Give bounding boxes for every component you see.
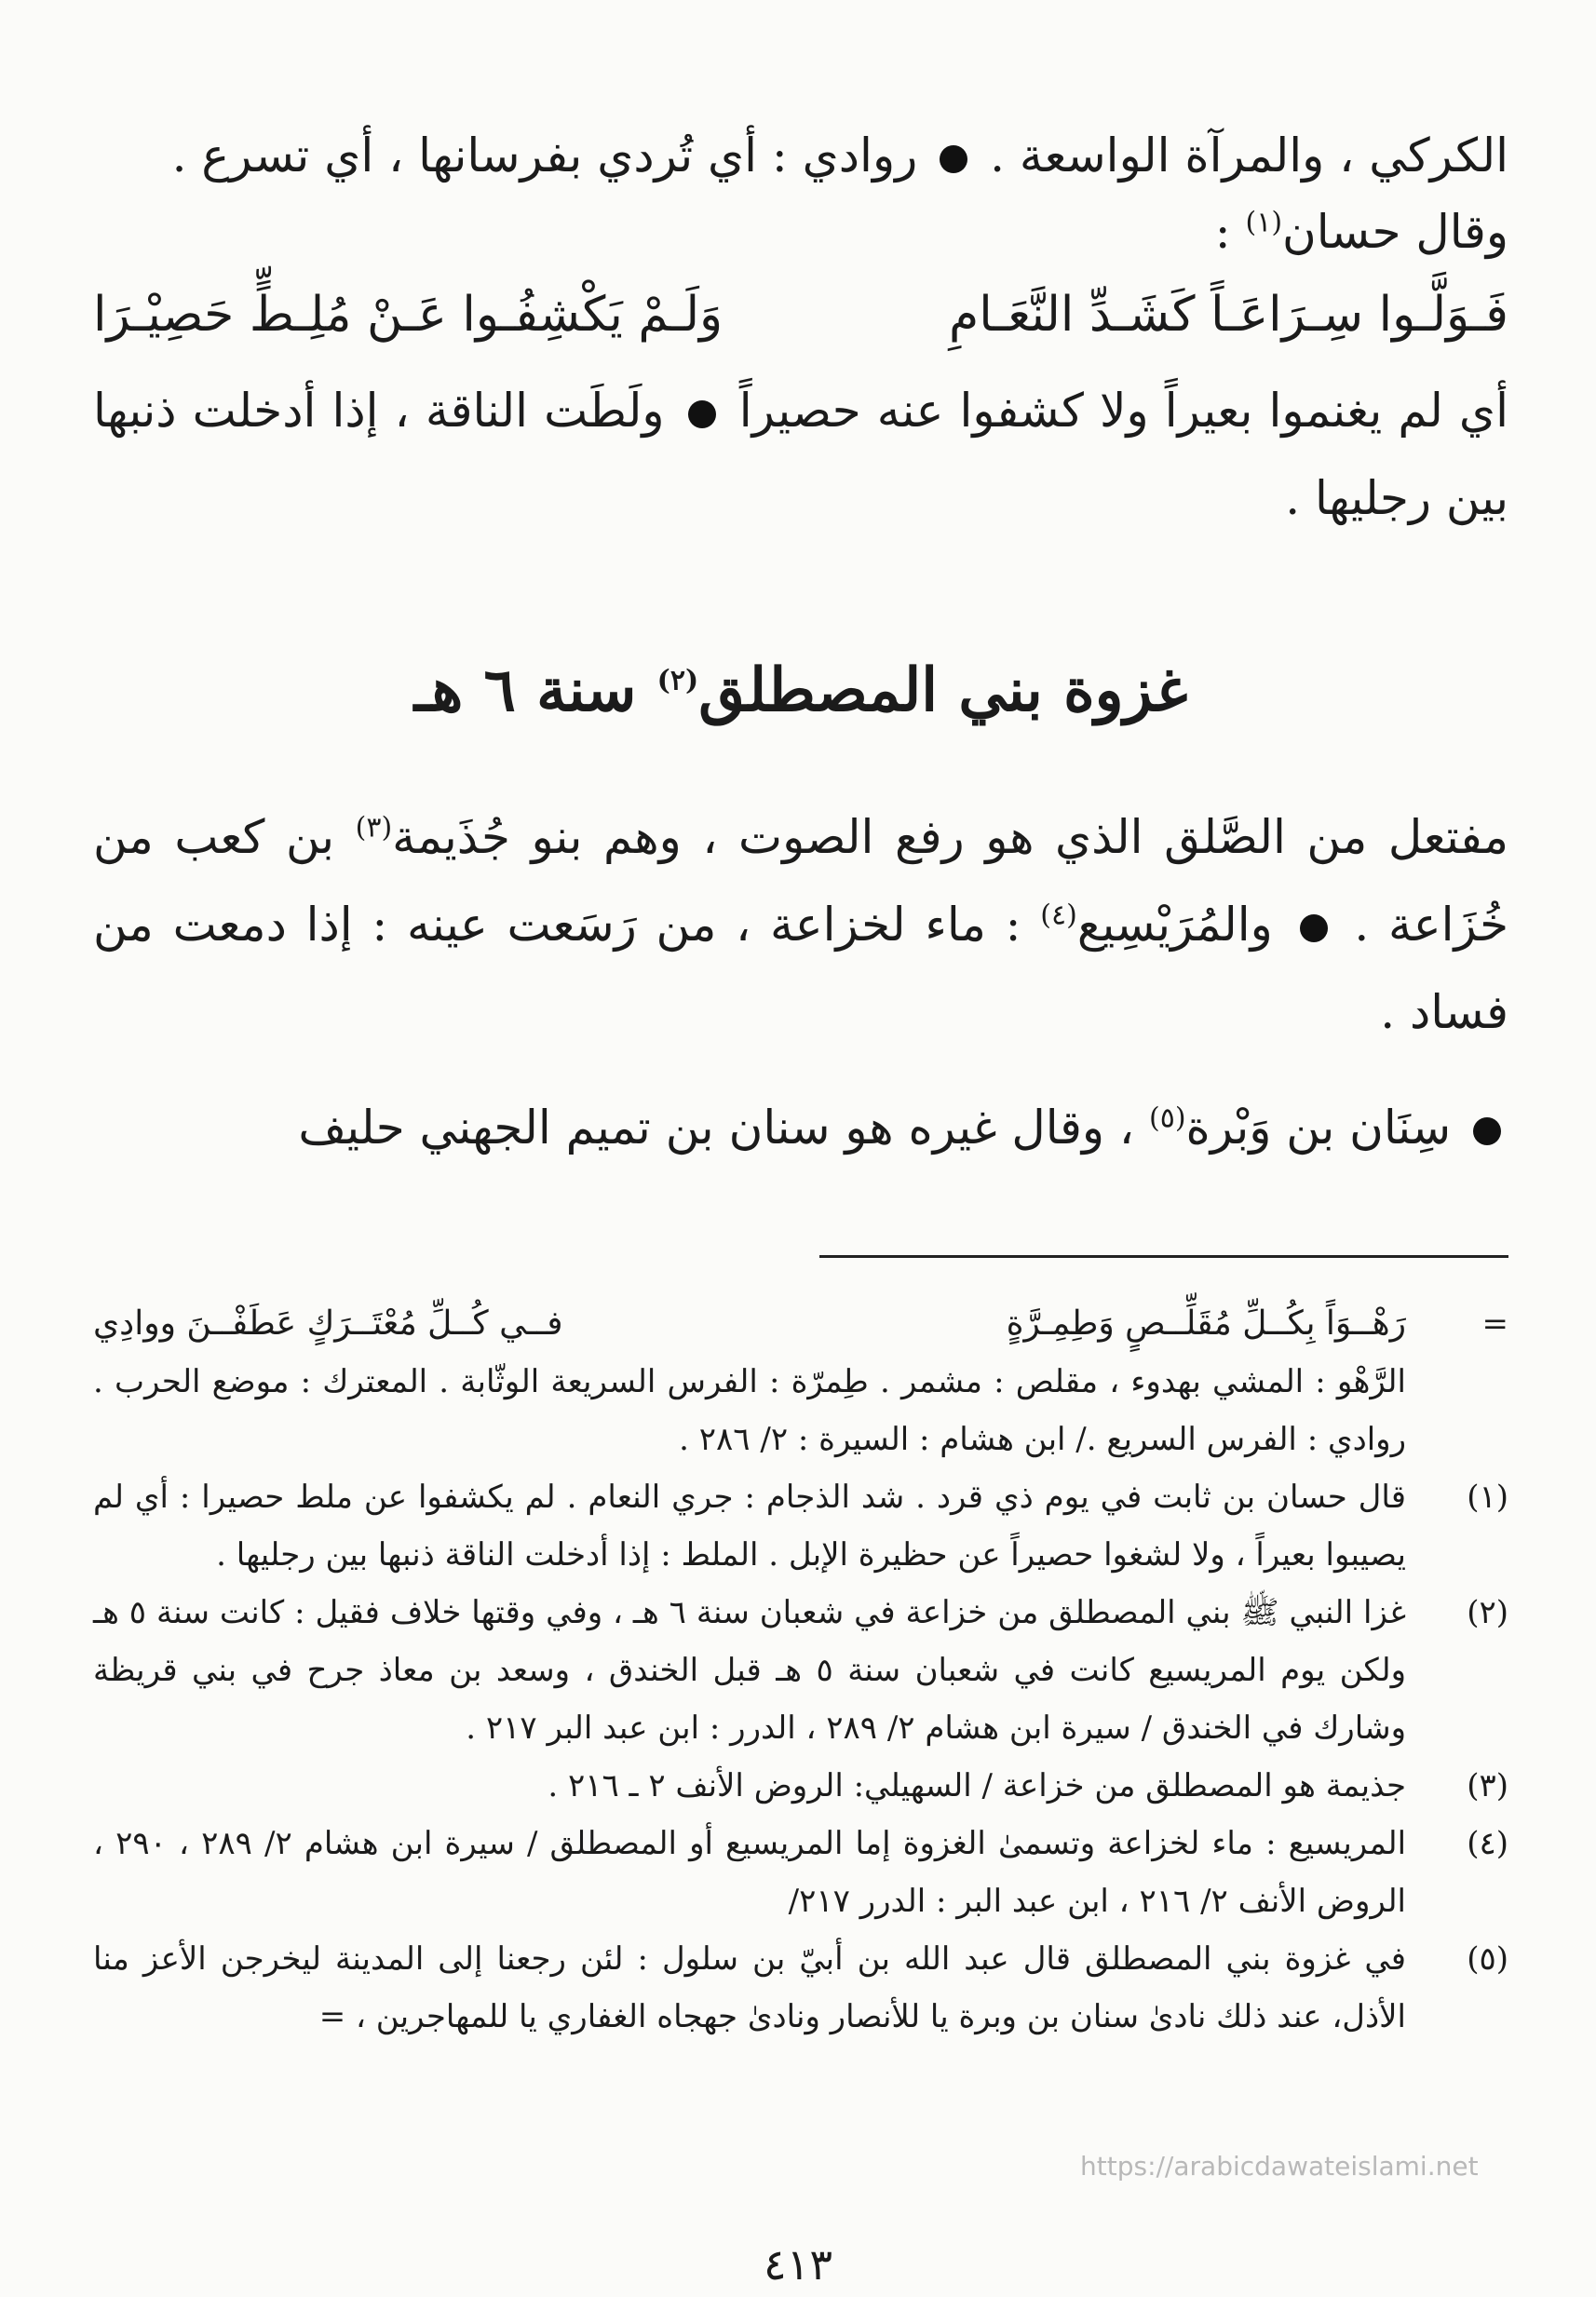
footnote-number: (٢) xyxy=(1467,1594,1508,1631)
footnote-1 xyxy=(93,1468,1508,1584)
page-content xyxy=(93,112,1508,2046)
footnote-continuation-text: الرَّهْو : المشي بهدوء ، مقلص : مشمر . طِمرّة : الفرس السريعة الوثّابة . المعترك : موضع الحرب . روادي : الفرس السريع ./ ابن هشام : السيرة : ٢/ ٢٨٦ . xyxy=(93,1363,1406,1458)
footnote-number: (٥) xyxy=(1467,1940,1508,1978)
continuation-mark: = xyxy=(1481,1305,1508,1343)
bullet-icon xyxy=(1473,1117,1501,1145)
top-line-1: الكركي ، والمرآة الواسعة . روادي : أي تُردي بفرسانها ، أي تسرع . xyxy=(171,128,1508,182)
bullet-icon xyxy=(1300,914,1328,942)
footnote-text: قال حسان بن ثابت في يوم ذي قرد . شد الذجام : جري النعام . لم يكشفوا عن ملط حصيرا : أي لم يصيبوا بعيراً ، ولا لشغوا حصيراً عن حظيرة الإبل . الملط : إذا أدخلت الناقة ذنبها بين رجليها . xyxy=(93,1479,1406,1574)
footnote-text: غزا النبي ﷺ بني المصطلق من خزاعة في شعبان سنة ٦ هـ ، وفي وقتها خلاف فقيل : كانت سنة ٥ هـ ولكن يوم المريسيع كانت في شعبان سنة ٥ هـ قبل الخندق ، وسعد بن معاذ جرح في بني قريظة وشارك في الخندق / سيرة ابن هشام ٢/ ٢٨٩ ، الدرر : ابن عبد البر ٢١٧ . xyxy=(93,1594,1407,1747)
poem-verse xyxy=(93,268,1508,361)
footnote-number: (٤) xyxy=(1467,1825,1508,1862)
section-paragraph-2: سِنَان بن وَبْرة$^{(٥)}$ ، وقال غيره هو سنان بن تميم الجهني حليف xyxy=(93,1084,1508,1171)
page-number: ٤١٣ xyxy=(763,2239,833,2290)
watermark-url: https://arabicdawateislami.net xyxy=(1080,2151,1479,2182)
footnote-text: المريسيع : ماء لخزاعة وتسمىٰ الغزوة إما المريسيع أو المصطلق / سيرة ابن هشام ٢/ ٢٨٩ ، ٢٩٠ ، الروض الأنف ٢/ ٢١٦ ، ابن عبد البر : الدرر ٢١٧/ xyxy=(93,1825,1407,1920)
footnote-4 xyxy=(93,1815,1508,1930)
bullet-icon xyxy=(688,400,716,428)
top-line-2: وقال حسان$^{(١)}$ : xyxy=(1214,205,1508,259)
footnote-3 xyxy=(93,1757,1508,1815)
footnote-5 xyxy=(93,1930,1508,2046)
bullet-icon xyxy=(940,145,967,173)
section-paragraph-1: مفتعل من الصَّلق الذي هو رفع الصوت ، وهم بنو جُذَيمة$^{(٣)}$ بن كعب من خُزَاعة . والمُرَيْسِيع$^{(٤)}$ : ماء لخزاعة ، من رَسَعت عينه : إذا دمعت من فساد . xyxy=(93,810,1508,1039)
section-title: غزوة بني المصطلق$^{(٢)}$ سنة ٦ هـ xyxy=(413,655,1188,725)
top-paragraph: أي لم يغنموا بعيراً ولا كشفوا عنه حصيراً ولَطَت الناقة ، إذا أدخلت ذنبها بين رجليها . xyxy=(93,384,1508,525)
footnote-text: جذيمة هو المصطلق من خزاعة / السهيلي: الروض الأنف ٢ ـ ٢١٦ . xyxy=(548,1767,1406,1804)
footnote-number: (١) xyxy=(1467,1479,1508,1516)
footnote-verse: رَهْــوَاً بِكُــلِّ مُقَلِّــصٍ وَطِمِـرَّةٍ فــي كُــلِّ مُعْتَــرَكٍ عَطَفْــنَ ووادِي xyxy=(93,1304,1406,1343)
footnote-text: في غزوة بني المصطلق قال عبد الله بن أبيّ بن سلول : لئن رجعنا إلى المدينة ليخرجن الأعز منا الأذل، عند ذلك نادىٰ سنان بن وبرة يا للأنصار ونادىٰ جهجاه الغفاري يا للمهاجرين ، = xyxy=(93,1940,1406,2035)
footnote-divider xyxy=(819,1255,1508,1258)
footnote-number: (٣) xyxy=(1467,1767,1508,1804)
verse-second-hemistich: وَلَـمْ يَكْشِفُـوا عَـنْ مُلِـطٍّ حَصِيْـرَا xyxy=(93,287,724,343)
footnote-continuation xyxy=(93,1295,1508,1468)
verse-first-hemistich: فَـوَلَّـوا سِـرَاعَـاً كَشَـدِّ النَّعَـامِ xyxy=(949,287,1508,343)
footnote-2 xyxy=(93,1584,1508,1757)
footnotes xyxy=(93,1295,1508,2046)
